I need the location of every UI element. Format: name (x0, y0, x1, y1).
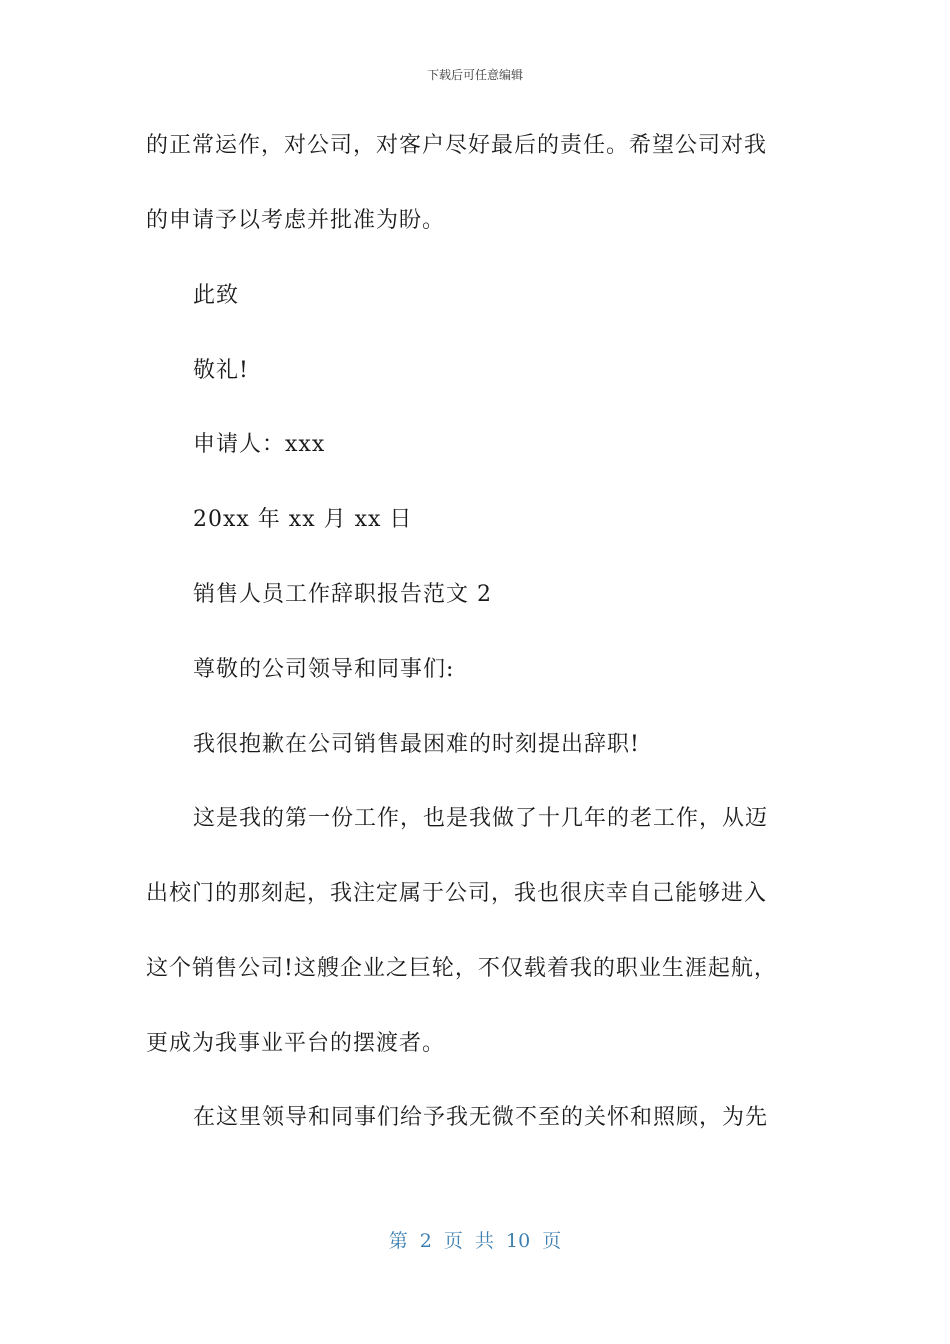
greeting-line: 尊敬的公司领导和同事们: (193, 657, 455, 682)
body-line-6: 这个销售公司!这艘企业之巨轮，不仅载着我的职业生涯起航， (146, 956, 777, 981)
salutation-closing: 此致 (193, 283, 240, 308)
body-line-3: 我很抱歉在公司销售最困难的时刻提出辞职! (193, 732, 640, 757)
body-line-7: 更成为我事业平台的摆渡者。 (146, 1031, 446, 1056)
body-line-8: 在这里领导和同事们给予我无微不至的关怀和照顾，为先 (193, 1105, 769, 1130)
date-line: 20xx 年 xx 月 xx 日 (193, 507, 413, 532)
body-line-5: 出校门的那刻起，我注定属于公司，我也很庆幸自己能够进入 (146, 881, 768, 906)
body-line-1: 的正常运作，对公司，对客户尽好最后的责任。希望公司对我 (146, 133, 768, 158)
regards-line: 敬礼! (193, 358, 249, 383)
body-line-4: 这是我的第一份工作，也是我做了十几年的老工作，从迈 (193, 806, 769, 831)
section-title: 销售人员工作辞职报告范文 2 (193, 582, 492, 607)
body-line-2: 的申请予以考虑并批准为盼。 (146, 208, 446, 233)
header-note: 下载后可任意编辑 (426, 68, 523, 82)
applicant-line: 申请人：xxx (193, 432, 326, 457)
page-number-footer: 第 2 页 共 10 页 (388, 1230, 562, 1252)
